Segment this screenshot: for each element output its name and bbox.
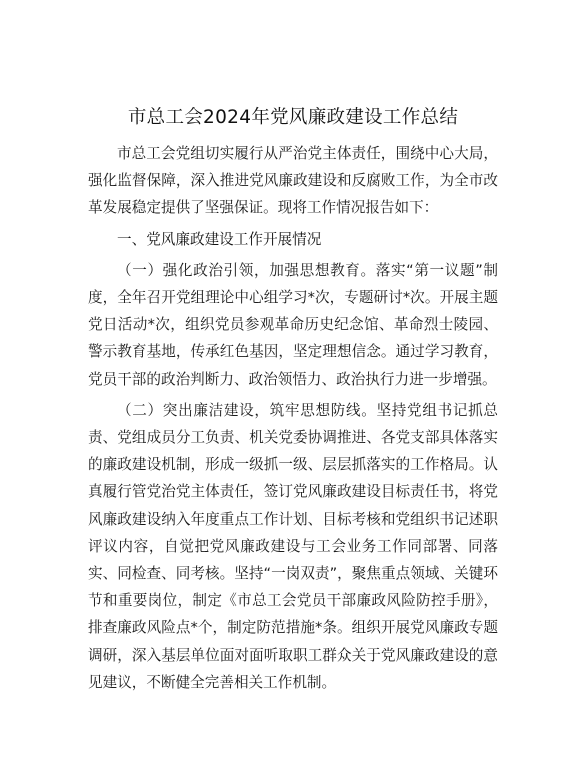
paragraph-1: （一）强化政治引领，加强思想教育。落实“第一议题”制度，全年召开党组理论中心组学习*次，专题研讨*次。开展主题党日活动*次，组织党员参观革命历史纪念馆、革命烈士陵园、警示教育基地，传承红色基因，坚定理想信念。通过学习教育，党员干部的政治判断力、政治领悟力、政治执行力进一步增强。 [88,261,498,388]
intro-paragraph: 市总工会党组切实履行从严治党主体责任，围绕中心大局，强化监督保障，深入推进党风廉政建设和反腐败工作，为全市改革发展稳定提供了坚强保证。现将工作情况报告如下： [88,145,498,217]
paragraph-2: （二）突出廉洁建设，筑牢思想防线。坚持党组书记抓总责、党组成员分工负责、机关党委协调推进、各党支部具体落实的廉政建设机制，形成一级抓一级、层层抓落实的工作格局。认真履行管党治党主体责任，签订党风廉政建设目标责任书，将党风廉政建设纳入年度重点工作计划、目标考核和党组织书记述职评议内容，自觉把党风廉政建设与工会业务工作同部署、同落实、同检查、同考核。坚持“一岗双责”，聚焦重点领域、关键环节和重要岗位，制定《市总工会党员干部廉政风险防控手册》，排查廉政风险点*个，制定防范措施*条。组织开展党风廉政专题调研，深入基层单位面对面听取职工群众关于党风廉政建设的意见建议，不断健全完善相关工作机制。 [88,401,498,691]
document-title: 市总工会2024年党风廉政建设工作总结 [127,107,459,128]
section-heading: 一、党风廉政建设工作开展情况 [117,230,322,248]
document-body [88,140,498,696]
